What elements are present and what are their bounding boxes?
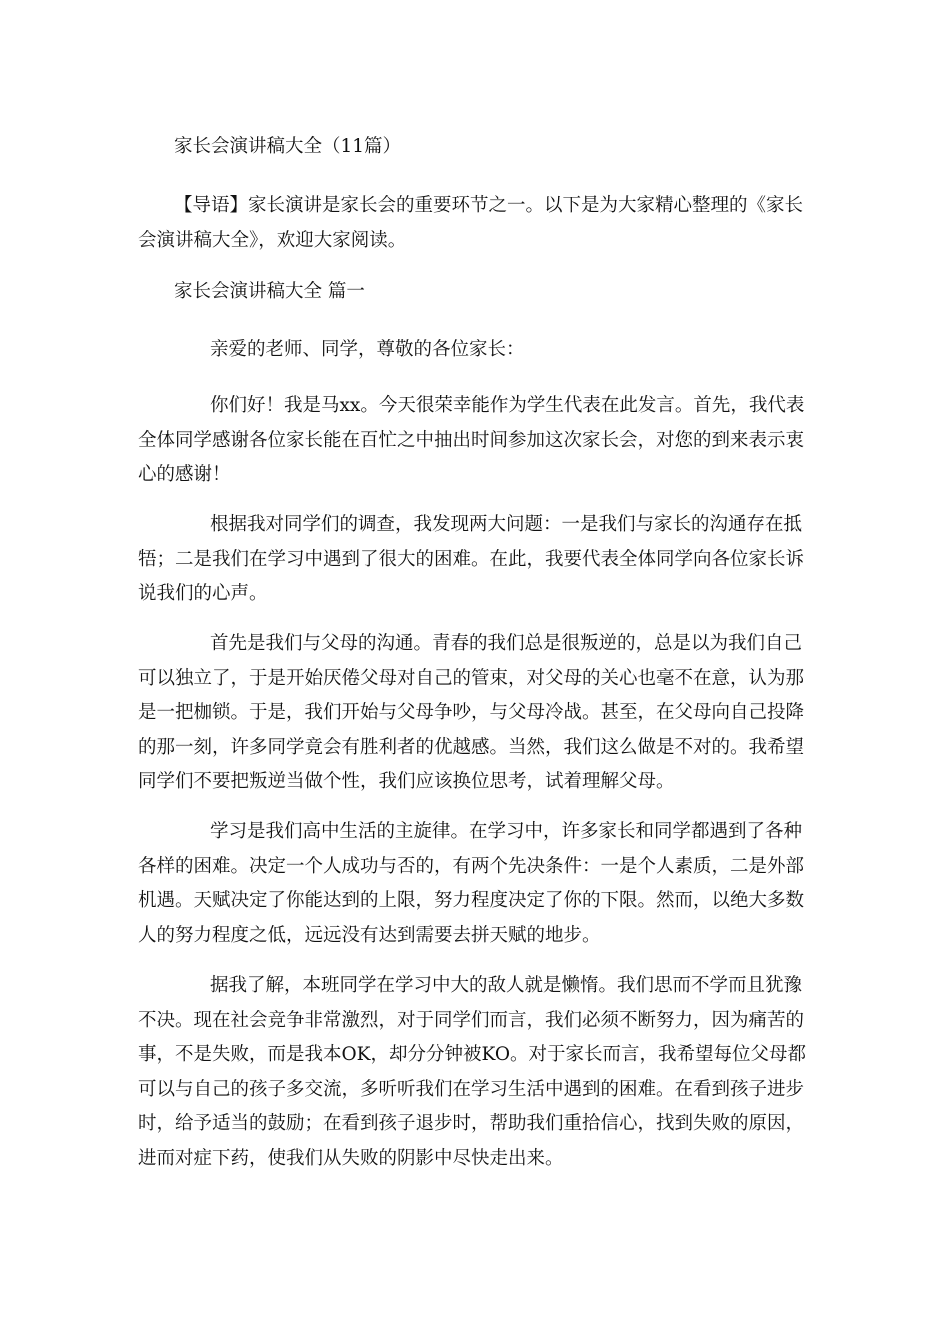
body-paragraph-1: 你们好！我是马xx。今天很荣幸能作为学生代表在此发言。首先，我代表全体同学感谢各位家长能在百忙之中抽出时间参加这次家长会，对您的到来表示衷心的感谢！ — [138, 395, 805, 485]
intro-paragraph: 【导语】家长演讲是家长会的重要环节之一。以下是为大家精心整理的《家长会演讲稿大全》，欢迎大家阅读。 — [138, 195, 804, 251]
document-title: 家长会演讲稿大全（11篇） — [174, 136, 402, 157]
body-paragraph-5: 据我了解，本班同学在学习中大的敌人就是懒惰。我们思而不学而且犹豫不决。现在社会竞争非常激烈，对于同学们而言，我们必须不断努力，因为痛苦的事，不是失败，而是我本OK，却分分钟被KO。对于家长而言，我希望每位父母都可以与自己的孩子多交流，多听听我们在学习生活中遇到的困难。在看到孩子进步时，给予适当的鼓励；在看到孩子退步时，帮助我们重拾信心，找到失败的原因，进而对症下药，使我们从失败的阴影中尽快走出来。 — [138, 975, 806, 1169]
body-paragraph-4: 学习是我们高中生活的主旋律。在学习中，许多家长和同学都遇到了各种各样的困难。决定一个人成功与否的，有两个先决条件：一是个人素质，二是外部机遇。天赋决定了你能达到的上限，努力程度决定了你的下限。然而，以绝大多数人的努力程度之低，远远没有达到需要去拼天赋的地步。 — [138, 821, 805, 946]
body-paragraph-2: 根据我对同学们的调查，我发现两大问题：一是我们与家长的沟通存在抵牾；二是我们在学习中遇到了很大的困难。在此，我要代表全体同学向各位家长诉说我们的心声。 — [138, 514, 805, 604]
section-heading: 家长会演讲稿大全 篇一 — [174, 281, 365, 302]
body-paragraph-3: 首先是我们与父母的沟通。青春的我们总是很叛逆的，总是以为我们自己可以独立了，于是开始厌倦父母对自己的管束，对父母的关心也毫不在意，认为那是一把枷锁。于是，我们开始与父母争吵，与父母冷战。甚至，在父母向自己投降的那一刻，许多同学竟会有胜利者的优越感。当然，我们这么做是不对的。我希望同学们不要把叛逆当做个性，我们应该换位思考，试着理解父母。 — [138, 633, 805, 792]
greeting-line: 亲爱的老师、同学，尊敬的各位家长： — [210, 339, 525, 360]
